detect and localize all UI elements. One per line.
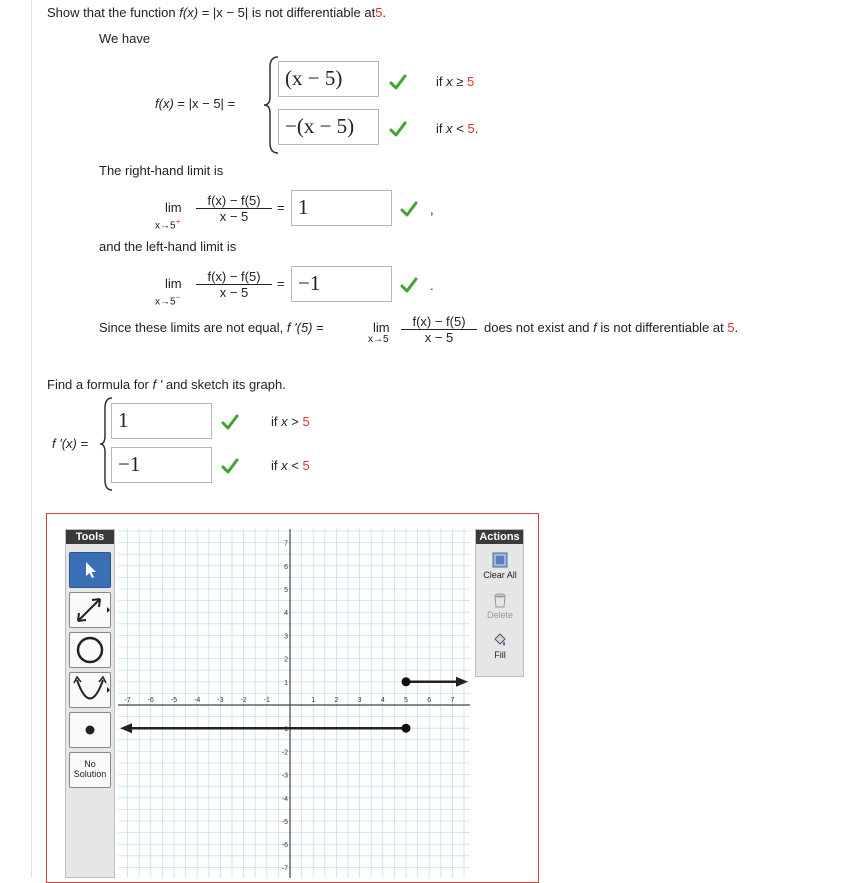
prompt-text: and sketch its graph. — [165, 377, 286, 392]
formula-prompt — [47, 377, 286, 392]
parabola-icon — [70, 673, 110, 707]
frac-num: f(x) − f(5) — [401, 314, 477, 330]
cond-var: x — [281, 458, 288, 473]
lim-subscript — [155, 292, 180, 307]
point-value: 5 — [375, 5, 383, 20]
intro-text: Show that the function — [47, 5, 176, 20]
y-tick-label: -7 — [281, 865, 288, 873]
abs-expression: |x − 5| — [212, 5, 249, 20]
condition-case2 — [436, 121, 478, 136]
fprime-condition-case1 — [271, 414, 310, 429]
y-tick-label: -1 — [281, 726, 288, 734]
y-tick-label: 5 — [284, 587, 288, 594]
x-tick-label: 2 — [334, 697, 339, 704]
point-tool-button[interactable] — [69, 712, 111, 748]
lhs-eq2: = — [227, 96, 236, 111]
fill-label: Fill — [494, 650, 506, 660]
lim-sub-sign: + — [175, 216, 181, 226]
f-name: f — [593, 320, 597, 335]
x-tick-label: 5 — [404, 697, 408, 704]
comma: , — [430, 202, 434, 217]
cond-if: if — [271, 458, 278, 473]
check-icon — [221, 413, 239, 431]
equals-sign: = — [277, 200, 285, 215]
x-tick-label: -7 — [124, 697, 131, 704]
paint-bucket-icon — [492, 632, 508, 648]
frac-den: x − 5 — [219, 285, 249, 300]
y-tick-label: -6 — [281, 842, 288, 850]
cond-var: x — [446, 121, 453, 136]
delete-button[interactable] — [479, 592, 521, 628]
check-icon — [389, 73, 407, 91]
lim-word: lim — [165, 276, 182, 291]
point-icon — [70, 713, 110, 747]
lim-word: lim — [165, 200, 182, 215]
pointer-icon — [70, 553, 110, 587]
conclusion-text: is not differentiable at — [600, 320, 724, 335]
delete-label: Delete — [486, 610, 513, 620]
cond-if: if — [436, 121, 443, 136]
intro-text-mid: is not differentiable at — [251, 5, 376, 20]
period: . — [430, 278, 434, 293]
fprime-lhs: f '(x) = — [52, 436, 89, 451]
lim-subscript — [155, 216, 180, 231]
fprime-condition-case2 — [271, 458, 310, 473]
cond-val: 5 — [302, 414, 310, 429]
lhs-f: f(x) — [155, 96, 174, 111]
content-left-border — [31, 0, 32, 878]
clear-all-label: Clear All — [483, 570, 517, 580]
frac-den: x − 5 — [424, 330, 454, 345]
answer-box-case2[interactable]: −(x − 5) — [278, 109, 379, 145]
conclusion-text: does not exist and — [484, 320, 590, 335]
lim-sub-text: x→5 — [155, 296, 176, 308]
trash-icon — [492, 592, 508, 608]
frac-den: x − 5 — [219, 209, 249, 224]
equals-sign: = — [201, 5, 210, 20]
x-tick-label: 7 — [450, 697, 455, 704]
cond-op: ≥ — [456, 74, 464, 89]
x-tick-label: 6 — [427, 697, 432, 704]
difference-quotient — [196, 269, 272, 300]
line-arrow-icon — [70, 593, 110, 627]
fill-button[interactable] — [479, 632, 521, 668]
cond-val: 5 — [467, 121, 475, 136]
condition-case1 — [436, 74, 474, 89]
conclusion-text: Since these limits are not equal, — [99, 320, 284, 335]
cond-end: . — [474, 121, 479, 136]
function-name: f(x) — [179, 5, 199, 20]
x-tick-label: -2 — [240, 697, 247, 704]
cond-if: if — [271, 414, 278, 429]
check-icon — [221, 457, 239, 475]
graph-endpoint — [402, 724, 411, 733]
we-have-label: We have — [99, 31, 151, 46]
y-tick-label: 4 — [284, 610, 288, 618]
actions-panel — [475, 529, 524, 677]
cond-val: 5 — [302, 458, 310, 473]
clear-all-icon — [492, 552, 508, 568]
lim-subscript: x→5 — [368, 334, 389, 345]
x-tick-label: -6 — [147, 697, 154, 704]
lhs-abs: |x − 5| — [188, 96, 224, 111]
clear-all-button[interactable] — [479, 552, 521, 588]
fprime-5: f '(5) — [286, 320, 313, 335]
lim-sub-sign: − — [175, 292, 181, 302]
y-tick-label: 7 — [284, 540, 288, 548]
point-value: 5 — [727, 320, 735, 335]
x-tick-label: 4 — [380, 697, 385, 704]
x-tick-label: -5 — [170, 697, 178, 704]
left-limit-answer[interactable]: −1 — [291, 266, 392, 302]
line-tool-button[interactable] — [69, 592, 111, 628]
cond-op: < — [456, 121, 464, 136]
y-tick-label: 3 — [284, 633, 288, 641]
equals-sign: = — [277, 276, 285, 291]
x-tick-label: -1 — [263, 697, 270, 704]
graph-canvas[interactable] — [118, 529, 470, 878]
no-solution-line1: No — [84, 759, 96, 769]
cond-if: if — [436, 74, 443, 89]
piecewise-lhs — [155, 96, 235, 111]
conclusion-pre — [99, 320, 324, 335]
fprime-answer-case1[interactable]: 1 — [111, 403, 212, 439]
cond-var: x — [446, 74, 453, 89]
cond-op: > — [291, 414, 299, 429]
difference-quotient — [401, 314, 477, 345]
check-icon — [389, 120, 407, 138]
circle-icon — [70, 633, 110, 667]
cond-op: < — [291, 458, 299, 473]
tools-title: Tools — [66, 530, 114, 544]
difference-quotient — [196, 193, 272, 224]
y-tick-label: -5 — [281, 819, 288, 826]
lim-word: lim — [373, 320, 390, 335]
x-tick-label: 3 — [357, 697, 362, 704]
period: . — [382, 5, 387, 20]
left-limit-label: and the left-hand limit is — [99, 239, 237, 254]
prompt-text: Find a formula for — [47, 377, 149, 392]
y-tick-label: -4 — [281, 795, 288, 803]
equals-sign: = — [316, 320, 324, 335]
y-tick-label: 2 — [284, 656, 288, 664]
frac-num: f(x) − f(5) — [196, 269, 272, 285]
actions-title: Actions — [476, 530, 523, 544]
fprime: f ' — [152, 377, 163, 392]
no-solution-line2: Solution — [73, 769, 107, 779]
circle-tool-button[interactable] — [69, 632, 111, 668]
right-limit-label: The right-hand limit is — [99, 163, 224, 178]
cond-var: x — [281, 414, 288, 429]
tools-panel — [65, 529, 115, 878]
graph-endpoint — [402, 677, 411, 686]
y-tick-label: -3 — [281, 772, 288, 780]
y-tick-label: 6 — [284, 563, 288, 571]
y-tick-label: 1 — [284, 679, 288, 687]
frac-num: f(x) − f(5) — [196, 193, 272, 209]
y-tick-label: -2 — [281, 749, 288, 757]
lim-sub-text: x→5 — [155, 220, 176, 232]
pointer-tool-button[interactable] — [69, 552, 111, 588]
check-icon — [400, 276, 418, 294]
x-tick-label: -3 — [217, 697, 224, 704]
x-tick-label: 1 — [311, 697, 316, 704]
x-tick-label: -4 — [194, 697, 201, 704]
parabola-tool-button[interactable] — [69, 672, 111, 708]
conclusion-post — [484, 320, 738, 335]
fprime-answer-case2[interactable]: −1 — [111, 447, 212, 483]
lhs-eq: = — [177, 96, 185, 111]
right-limit-answer[interactable]: 1 — [291, 190, 392, 226]
period: . — [734, 320, 739, 335]
cond-val: 5 — [467, 74, 475, 89]
problem-statement — [47, 5, 386, 20]
check-icon — [400, 200, 418, 218]
no-solution-button[interactable] — [69, 752, 111, 788]
answer-box-case1[interactable]: (x − 5) — [278, 61, 379, 97]
